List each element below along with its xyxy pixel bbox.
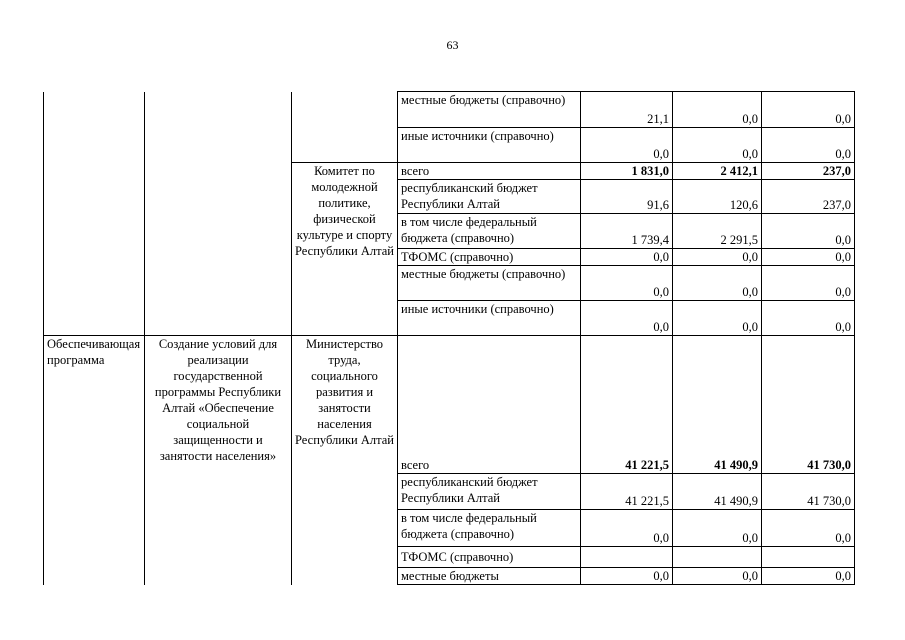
page-number: 63 xyxy=(446,38,459,52)
value-year-2: 2 291,5 xyxy=(673,214,762,249)
value-year-2: 0,0 xyxy=(673,266,762,301)
value-year-2: 0,0 xyxy=(673,301,762,336)
value-year-1: 0,0 xyxy=(581,128,673,163)
table-row xyxy=(44,163,855,180)
value-year-3: 0,0 xyxy=(762,214,855,249)
funding-source-label: в том числе федеральный бюджета (справочно) xyxy=(398,510,581,547)
value-year-1: 91,6 xyxy=(581,180,673,214)
value-year-3: 0,0 xyxy=(762,92,855,128)
value-year-1: 41 221,5 xyxy=(581,336,673,474)
value-year-2 xyxy=(673,547,762,568)
value-year-3: 237,0 xyxy=(762,180,855,214)
funding-source-label: ТФОМС (справочно) xyxy=(398,547,581,568)
value-year-3: 0,0 xyxy=(762,249,855,266)
program-type-cell-continued xyxy=(44,92,145,163)
value-year-1: 0,0 xyxy=(581,266,673,301)
funding-source-label: республиканский бюджет Республики Алтай xyxy=(398,180,581,214)
value-year-1: 21,1 xyxy=(581,92,673,128)
value-year-1: 0,0 xyxy=(581,249,673,266)
value-year-3 xyxy=(762,547,855,568)
funding-source-label: местные бюджеты (справочно) xyxy=(398,92,581,128)
program-name-cell-continued xyxy=(145,163,292,336)
value-year-3: 41 730,0 xyxy=(762,474,855,510)
funding-source-label: республиканский бюджет Республики Алтай xyxy=(398,474,581,510)
funding-source-label: иные источники (справочно) xyxy=(398,128,581,163)
value-year-3: 0,0 xyxy=(762,266,855,301)
value-year-1: 1 739,4 xyxy=(581,214,673,249)
value-year-1: 0,0 xyxy=(581,568,673,585)
table-row xyxy=(44,92,855,128)
value-year-2: 2 412,1 xyxy=(673,163,762,180)
value-year-3: 0,0 xyxy=(762,510,855,547)
funding-source-label: местные бюджеты xyxy=(398,568,581,585)
executor-cell: Комитет по молодежной политике, физической культуре и спорту Республики Алтай xyxy=(292,163,398,336)
value-year-3: 237,0 xyxy=(762,163,855,180)
value-year-3: 0,0 xyxy=(762,301,855,336)
value-year-2: 0,0 xyxy=(673,92,762,128)
funding-source-label: местные бюджеты (справочно) xyxy=(398,266,581,301)
program-name-cell: Создание условий для реализации государственной программы Республики Алтай «Обеспечение социальной защищенности и занятости населения» xyxy=(145,336,292,585)
program-name-cell-continued xyxy=(145,92,292,163)
value-year-2: 0,0 xyxy=(673,510,762,547)
program-type-cell-continued xyxy=(44,163,145,336)
value-year-3: 0,0 xyxy=(762,128,855,163)
value-year-3: 0,0 xyxy=(762,568,855,585)
table-row xyxy=(44,336,855,474)
value-year-1: 0,0 xyxy=(581,510,673,547)
funding-source-label: иные источники (справочно) xyxy=(398,301,581,336)
executor-cell: Министерство труда, социального развития и занятости населения Республики Алтай xyxy=(292,336,398,585)
value-year-1: 41 221,5 xyxy=(581,474,673,510)
funding-source-label: в том числе федеральный бюджета (справочно) xyxy=(398,214,581,249)
program-type-cell: Обеспечивающая программа xyxy=(44,336,145,585)
funding-source-label: всего xyxy=(398,163,581,180)
value-year-2: 0,0 xyxy=(673,568,762,585)
value-year-2: 41 490,9 xyxy=(673,474,762,510)
value-year-1: 1 831,0 xyxy=(581,163,673,180)
value-year-2: 41 490,9 xyxy=(673,336,762,474)
funding-source-label: ТФОМС (справочно) xyxy=(398,249,581,266)
executor-cell-continued xyxy=(292,92,398,163)
value-year-1 xyxy=(581,547,673,568)
value-year-2: 120,6 xyxy=(673,180,762,214)
value-year-2: 0,0 xyxy=(673,249,762,266)
funding-source-label: всего xyxy=(398,336,581,474)
budget-table xyxy=(43,91,855,585)
value-year-3: 41 730,0 xyxy=(762,336,855,474)
value-year-1: 0,0 xyxy=(581,301,673,336)
value-year-2: 0,0 xyxy=(673,128,762,163)
